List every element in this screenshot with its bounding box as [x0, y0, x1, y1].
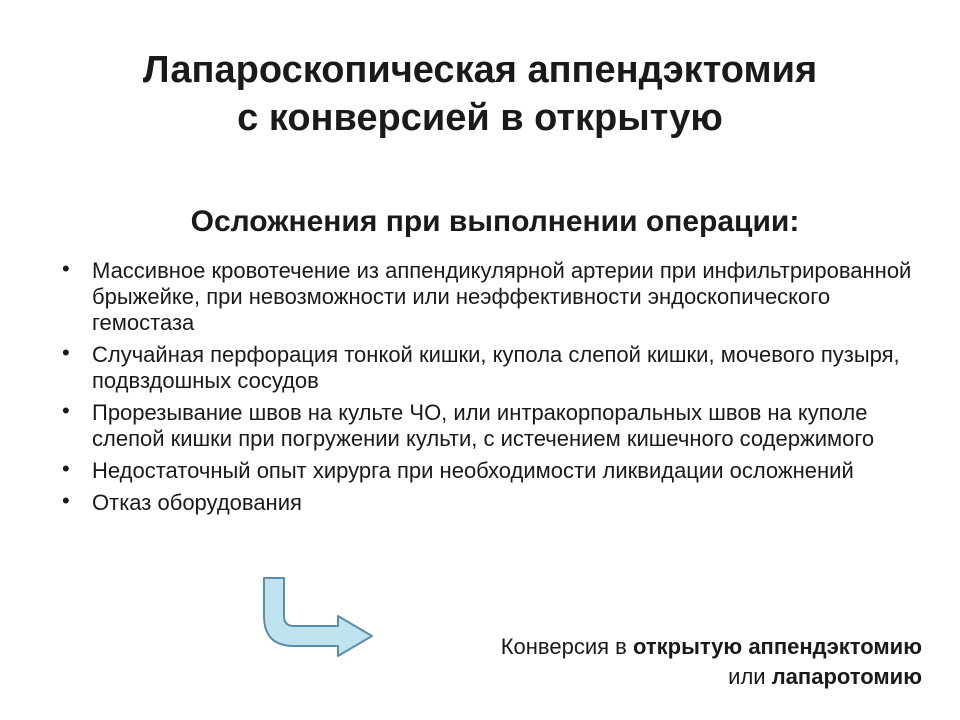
list-item-text: Массивное кровотечение из аппендикулярной артерии при инфильтрированной брыжейке, при невозможности или неэффективности эндоскопического гемостаза: [92, 258, 912, 335]
list-item: [60, 458, 920, 484]
slide-title: [0, 46, 960, 142]
slide-title-line-2: с конверсией в открытую: [237, 97, 723, 139]
conversion-line-1: [501, 632, 922, 662]
list-item-text: Прорезывание швов на культе ЧО, или интракорпоральных швов на куполе слепой кишки при погружении культи, с истечением кишечного содержимого: [92, 400, 875, 451]
list-item: [60, 400, 920, 452]
conversion-line-1-bold: открытую аппендэктомию: [632, 634, 922, 659]
list-item-text: Случайная перфорация тонкой кишки, купола слепой кишки, мочевого пузыря, подвздошных сосудов: [92, 342, 900, 393]
complications-list: [60, 258, 920, 522]
curved-arrow-icon: [258, 576, 378, 658]
list-item: [60, 258, 920, 336]
bullet-icon: •: [62, 398, 70, 423]
conversion-line-2-bold: лапаротомию: [771, 664, 922, 689]
conversion-line-2: [501, 662, 922, 692]
conversion-note: [501, 632, 922, 692]
bullet-icon: •: [62, 488, 70, 513]
conversion-line-2-plain: или: [728, 664, 772, 689]
slide-title-line-1: Лапароскопическая аппендэктомия: [142, 49, 818, 91]
bullet-icon: •: [62, 456, 70, 481]
slide-subtitle: Осложнения при выполнении операции:: [190, 205, 800, 238]
bullet-icon: •: [62, 256, 70, 281]
bullet-icon: •: [62, 340, 70, 365]
list-item: [60, 490, 920, 516]
conversion-line-1-plain: Конверсия в: [500, 634, 633, 659]
list-item-text: Отказ оборудования: [92, 490, 302, 515]
list-item-text: Недостаточный опыт хирурга при необходимости ликвидации осложнений: [92, 458, 854, 483]
list-item: [60, 342, 920, 394]
